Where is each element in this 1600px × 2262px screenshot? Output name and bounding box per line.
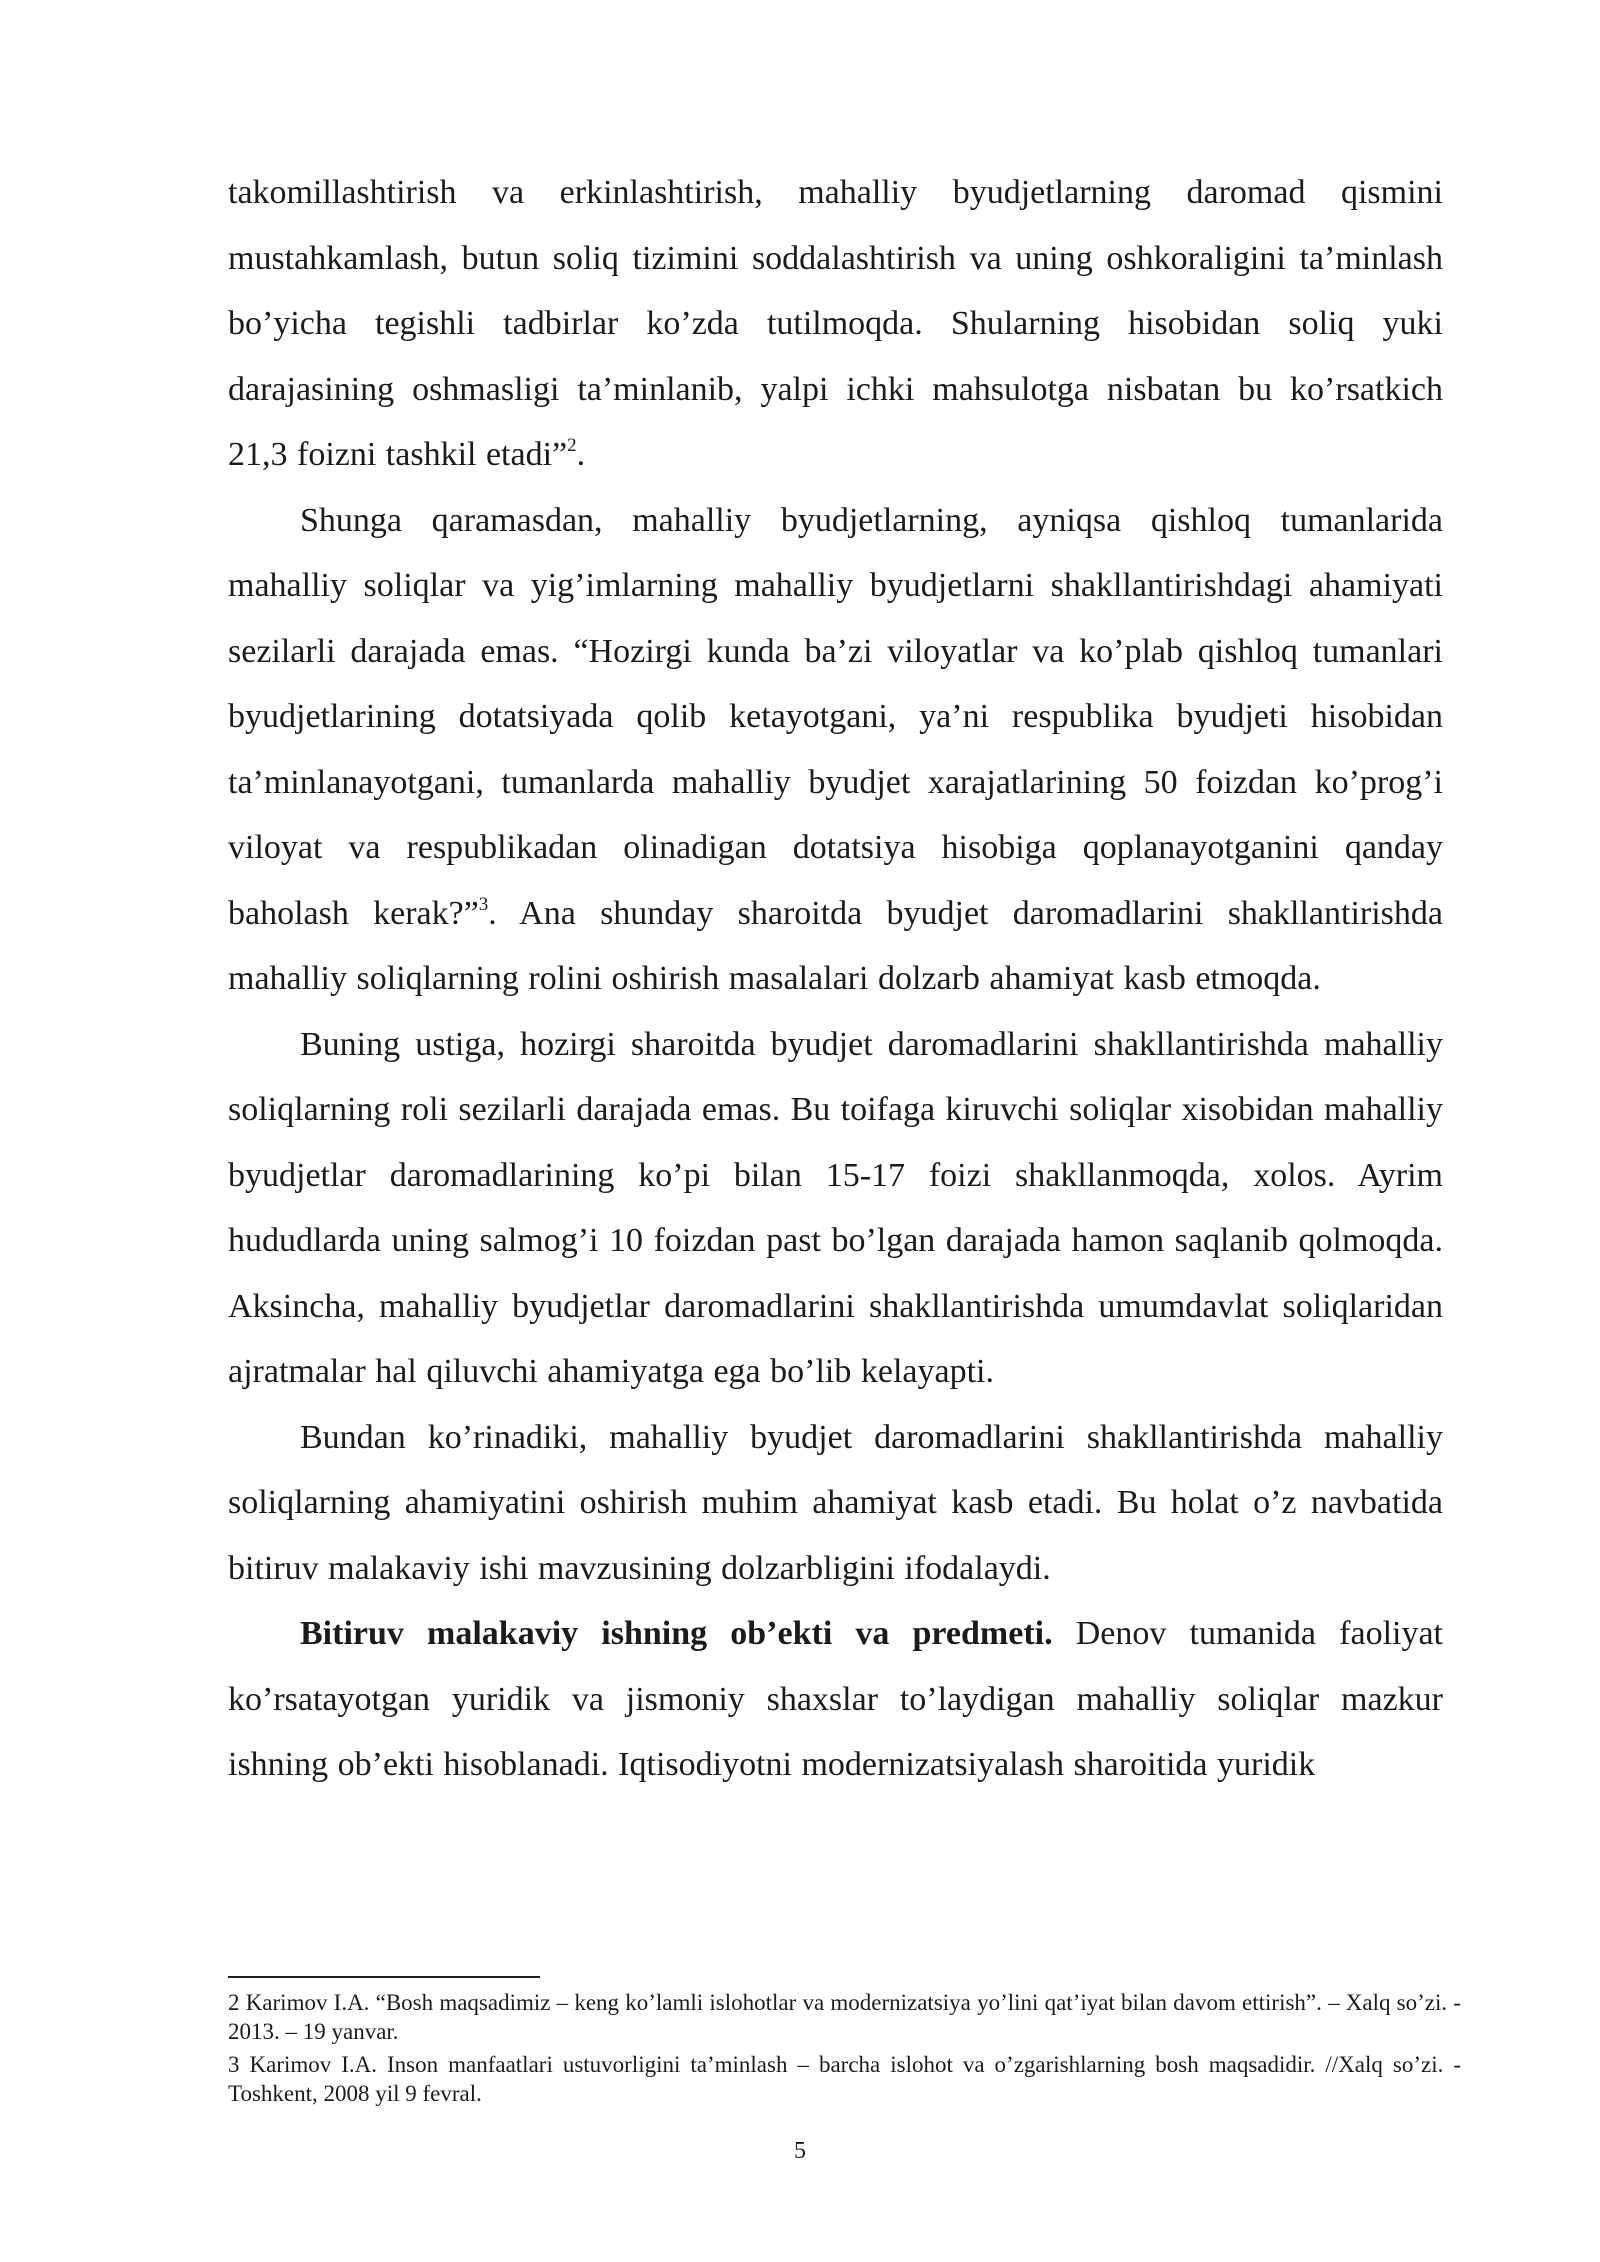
footnote: 2 Karimov I.A. “Bosh maqsadimiz – keng ko’lamli islohotlar va modernizatsiya yo’lini qat’iyat bilan davom ettirish”. – Xalq so’zi. - 2013. – 19 yanvar. (228, 1990, 1461, 2044)
footnote: 3 Karimov I.A. Inson manfaatlari ustuvorligini ta’minlash – barcha islohot va o’zgarishlarning bosh maqsadidir. //Xalq so’zi. - Toshkent, 2008 yil 9 fevral. (228, 2052, 1461, 2106)
page-number: 5 (794, 2138, 806, 2164)
paragraph-text-end: . Ana shunday sharoitda byudjet daromadlarini shakllantirishda mahalliy soliqlarning rolini oshirish masalalari dolzarb ahamiyat kasb etmoqda. (228, 894, 1443, 997)
paragraph-object-subject (228, 1601, 1443, 1798)
paragraph-text-end: . (576, 436, 586, 473)
section-lead-heading: Bitiruv malakaviy ishning ob’ekti va predmeti. (300, 1615, 1053, 1652)
body-text (228, 160, 1443, 1798)
footnote-divider (228, 1976, 540, 1978)
footnote-reference[interactable]: 2 (567, 435, 577, 456)
paragraph-text: Buning ustiga, hozirgi sharoitda byudjet daromadlarini shakllantirishda mahalliy soliqlarning roli sezilarli darajada emas. Bu toifaga kiruvchi soliqlar xisobidan mahalliy byudjetlar daromadlarining ko’pi bilan 15-17 foizi shakllanmoqda, xolos. Ayrim hududlarda uning salmog’i 10 foizdan past bo’lgan darajada hamon saqlanib qolmoqda. Aksincha, mahalliy byudjetlar daromadlarini shakllantirishda umumdavlat soliqlaridan ajratmalar hal qiluvchi ahamiyatga ega bo’lib kelayapti. (228, 1025, 1443, 1390)
paragraph-text: Bundan ko’rinadiki, mahalliy byudjet daromadlarini shakllantirishda mahalliy soliqlarning ahamiyatini oshirish muhim ahamiyat kasb etadi. Bu holat o’z navbatida bitiruv malakaviy ishi mavzusining dolzarbligini ifodalaydi. (228, 1418, 1443, 1587)
paragraph (228, 1405, 1443, 1602)
paragraph-text: Shunga qaramasdan, mahalliy byudjetlarning, ayniqsa qishloq tumanlarida mahalliy soliqlar va yig’imlarning mahalliy byudjetlarni shakllantirishdagi ahamiyati sezilarli darajada emas. “Hozirgi kunda ba’zi viloyatlar va ko’plab qishloq tumanlari byudjetlarining dotatsiyada qolib ketayotgani, ya’ni respublika byudjeti hisobidan ta’minlanayotgani, tumanlarda mahalliy byudjet xarajatlarining 50 foizdan ko’prog’i viloyat va respublikadan olinadigan dotatsiya hisobiga qoplanayotganini qanday baholash kerak?” (228, 501, 1443, 932)
paragraph (228, 1012, 1443, 1405)
paragraph-text: takomillashtirish va erkinlashtirish, mahalliy byudjetlarning daromad qismini mustahkamlash, butun soliq tizimini soddalashtirish va uning oshkoraligini ta’minlash bo’yicha tegishli tadbirlar ko’zda tutilmoqda. Shularning hisobidan soliq yuki darajasining oshmasligi ta’minlanib, yalpi ichki mahsulotga nisbatan bu ko’rsatkich 21,3 foizni tashkil etadi” (228, 174, 1443, 473)
footnotes (228, 1988, 1461, 2112)
footnote-reference[interactable]: 3 (478, 893, 489, 915)
paragraph-continuation (228, 160, 1443, 488)
paragraph-text: Denov tumanida faoliyat ko’rsatayotgan yuridik va jismoniy shaxslar to’laydigan mahalliy soliqlar mazkur ishning ob’ekti hisoblanadi. Iqtisodiyotni modernizatsiyalash sharoitida yuridik (228, 1615, 1443, 1783)
paragraph (228, 488, 1443, 1012)
